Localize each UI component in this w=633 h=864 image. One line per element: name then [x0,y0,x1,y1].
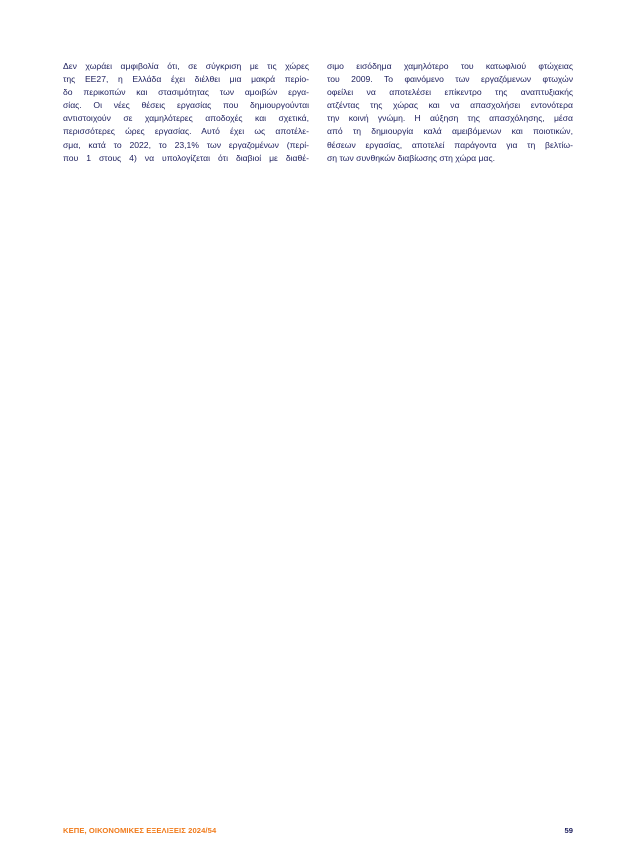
body-text-line: Δεν χωράει αμφιβολία ότι, σε σύγκριση με τις χώρες [63,61,309,71]
footer-publication-title: ΚΕΠΕ, ΟΙΚΟΝΟΜΙΚΕΣ ΕΞΕΛΙΞΕΙΣ 2024/54 [63,826,217,835]
body-text-left-column [63,60,309,165]
body-text-line: του 2009. Το φαινόμενο των εργαζόμενων φτωχών [327,74,573,85]
body-text-line: αντιστοιχούν σε χαμηλότερες αποδοχές και σχετικά, [63,113,309,124]
body-text-line: που 1 στους 4) να υπολογίζεται ότι διαβιοί με διαθέ- [63,152,309,163]
body-text-line: σιμο εισόδημα χαμηλότερο του κατωφλιού φτώχειας [327,61,573,71]
body-text-line: οφείλει να αποτελέσει επίκεντρο της αναπτυξιακής [327,87,573,98]
body-text-line: ση των συνθηκών διαβίωσης στη χώρα μας. [327,152,495,163]
body-text-line: ατζέντας της χώρας και να απασχολήσει εντονότερα [327,100,573,111]
body-text-line: σμα, κατά το 2022, το 23,1% των εργαζομένων (περί- [63,139,309,150]
body-text-line: την κοινή γνώμη. Η αύξηση της απασχόλησης, μέσα [327,113,573,124]
body-text-right-column [327,60,573,165]
body-text-line: δο περικοπών και στασιμότητας των αμοιβών εργα- [63,87,309,98]
body-text-line: της ΕΕ27, η Ελλάδα έχει διέλθει μια μακρά περίο- [63,74,309,85]
body-text-line: περισσότερες ώρες εργασίας. Αυτό έχει ως αποτέλε- [63,126,309,137]
body-text-line: από τη δημιουργία καλά αμειβόμενων και ποιοτικών, [327,126,573,137]
footer-page-number: 59 [564,826,573,835]
body-text-line: θέσεων εργασίας, αποτελεί παράγοντα για τη βελτίω- [327,139,573,150]
body-text-line: σίας. Οι νέες θέσεις εργασίας που δημιουργούνται [63,100,309,111]
